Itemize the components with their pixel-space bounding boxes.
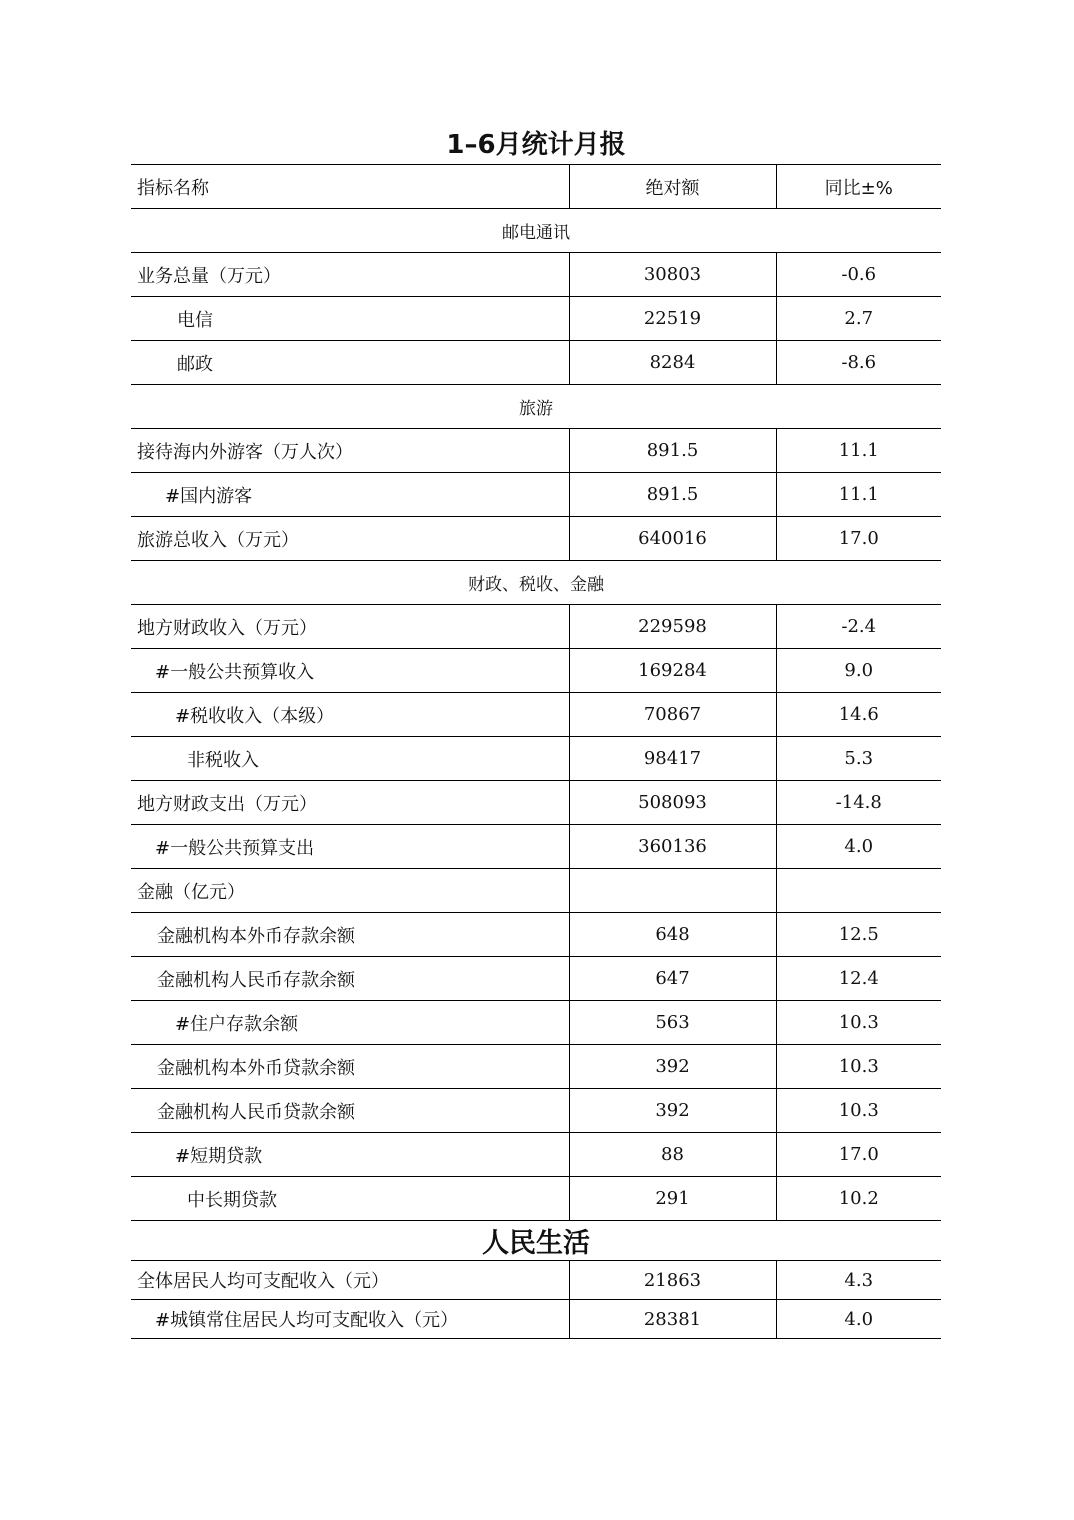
table-row	[131, 781, 941, 825]
row-yoy: 4.0	[776, 1300, 941, 1339]
row-name: 金融机构人民币贷款余额	[131, 1089, 569, 1133]
row-name: 地方财政收入（万元）	[131, 605, 569, 649]
row-value: 21863	[569, 1261, 776, 1300]
row-yoy: 10.2	[776, 1177, 941, 1221]
table-row	[131, 341, 941, 385]
section-finance	[131, 561, 941, 605]
row-value: 640016	[569, 517, 776, 561]
row-value: 70867	[569, 693, 776, 737]
table-row	[131, 1300, 941, 1339]
row-yoy: 11.1	[776, 473, 941, 517]
table-row	[131, 869, 941, 913]
row-name: 金融机构本外币存款余额	[131, 913, 569, 957]
row-yoy: 10.3	[776, 1089, 941, 1133]
row-name: #一般公共预算收入	[131, 649, 569, 693]
stats-table	[131, 164, 941, 1339]
row-yoy: -14.8	[776, 781, 941, 825]
row-value: 648	[569, 913, 776, 957]
row-value: 22519	[569, 297, 776, 341]
table-row	[131, 429, 941, 473]
row-yoy: 5.3	[776, 737, 941, 781]
row-name: 金融机构本外币贷款余额	[131, 1045, 569, 1089]
row-value: 8284	[569, 341, 776, 385]
row-name: 电信	[131, 297, 569, 341]
row-yoy	[776, 869, 941, 913]
row-value: 508093	[569, 781, 776, 825]
table-row	[131, 473, 941, 517]
section-post	[131, 209, 941, 253]
row-value: 647	[569, 957, 776, 1001]
table-header	[131, 165, 941, 209]
row-value: 30803	[569, 253, 776, 297]
table-row	[131, 957, 941, 1001]
row-name: 金融机构人民币存款余额	[131, 957, 569, 1001]
row-yoy: 4.0	[776, 825, 941, 869]
row-name: 非税收入	[131, 737, 569, 781]
table-row	[131, 253, 941, 297]
row-yoy: 4.3	[776, 1261, 941, 1300]
section-title: 邮电通讯	[131, 209, 941, 253]
row-yoy: -2.4	[776, 605, 941, 649]
row-value	[569, 869, 776, 913]
row-name: #城镇常住居民人均可支配收入（元）	[131, 1300, 569, 1339]
table-row	[131, 1089, 941, 1133]
row-name: 业务总量（万元）	[131, 253, 569, 297]
row-name: 地方财政支出（万元）	[131, 781, 569, 825]
row-value: 291	[569, 1177, 776, 1221]
row-yoy: 9.0	[776, 649, 941, 693]
table-row	[131, 1177, 941, 1221]
section-tourism	[131, 385, 941, 429]
table-row	[131, 737, 941, 781]
table-row	[131, 913, 941, 957]
table-row	[131, 517, 941, 561]
section-title: 旅游	[131, 385, 941, 429]
table-row	[131, 1045, 941, 1089]
row-value: 392	[569, 1045, 776, 1089]
table-row	[131, 1001, 941, 1045]
row-yoy: 2.7	[776, 297, 941, 341]
row-value: 392	[569, 1089, 776, 1133]
header-yoy: 同比±%	[776, 165, 941, 209]
row-name: #短期贷款	[131, 1133, 569, 1177]
row-value: 891.5	[569, 473, 776, 517]
row-name: 全体居民人均可支配收入（元）	[131, 1261, 569, 1300]
table-row	[131, 605, 941, 649]
row-value: 88	[569, 1133, 776, 1177]
report-page	[131, 126, 941, 1339]
row-yoy: 10.3	[776, 1045, 941, 1089]
table-row	[131, 1133, 941, 1177]
section-title: 财政、税收、金融	[131, 561, 941, 605]
row-value: 891.5	[569, 429, 776, 473]
row-name: 金融（亿元）	[131, 869, 569, 913]
header-value: 绝对额	[569, 165, 776, 209]
row-yoy: 12.5	[776, 913, 941, 957]
row-name: 邮政	[131, 341, 569, 385]
row-name: #税收收入（本级）	[131, 693, 569, 737]
row-yoy: -0.6	[776, 253, 941, 297]
row-value: 229598	[569, 605, 776, 649]
row-yoy: 17.0	[776, 1133, 941, 1177]
row-yoy: -8.6	[776, 341, 941, 385]
row-name: #国内游客	[131, 473, 569, 517]
row-value: 98417	[569, 737, 776, 781]
row-value: 28381	[569, 1300, 776, 1339]
table-row	[131, 693, 941, 737]
row-yoy: 11.1	[776, 429, 941, 473]
row-value: 169284	[569, 649, 776, 693]
row-value: 360136	[569, 825, 776, 869]
row-yoy: 12.4	[776, 957, 941, 1001]
report-title: 1–6月统计月报	[446, 130, 626, 160]
table-row	[131, 825, 941, 869]
row-name: #住户存款余额	[131, 1001, 569, 1045]
table-row	[131, 297, 941, 341]
row-yoy: 17.0	[776, 517, 941, 561]
row-name: 接待海内外游客（万人次）	[131, 429, 569, 473]
row-name: #一般公共预算支出	[131, 825, 569, 869]
row-value: 563	[569, 1001, 776, 1045]
table-row	[131, 649, 941, 693]
table-row	[131, 1261, 941, 1300]
section-life	[131, 1221, 941, 1261]
row-yoy: 10.3	[776, 1001, 941, 1045]
row-name: 中长期贷款	[131, 1177, 569, 1221]
section-title: 人民生活	[131, 1221, 941, 1261]
header-name: 指标名称	[131, 165, 569, 209]
row-name: 旅游总收入（万元）	[131, 517, 569, 561]
row-yoy: 14.6	[776, 693, 941, 737]
